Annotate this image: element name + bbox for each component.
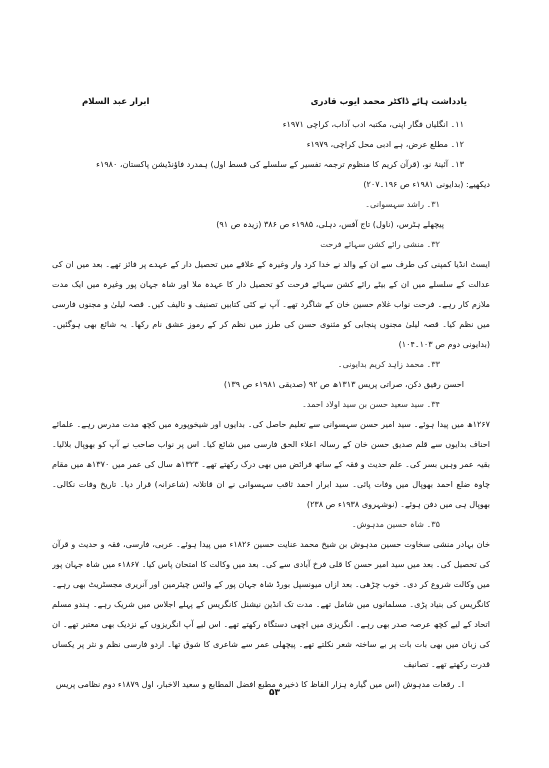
entry-heading: ۳۱۔ راشد سہسوانی۔ — [365, 199, 440, 209]
reference-line: ا۔ رقعات مدہوش (اس میں گیارہ ہزار الفاظ کا ذخیرہ مطبع افضل المطابع و سعید الاخبار، اول ۱۸۷۹ء دوم نظامی پریس — [55, 679, 464, 689]
page-number: ۵۳ — [269, 688, 280, 698]
entry-heading: ۳۵۔ شاہ حسین مدہوش۔ — [351, 519, 440, 529]
body-paragraph: ۱۲۶۷ھ میں پیدا ہوئے۔ سید امیر حسن سہسوانی سے تعلیم حاصل کی۔ بدایوں اور شیخوپورہ میں کچھ مدت مدرس رہے۔ علمائے احناف بدایوں سے قلم صدیق حسن خان کے رسالہ اعلاء الحق فارسی میں شائع کیا۔ اس پر نواب صاحب نے آپ کو بھوپال بلالیا۔ بقیہ عمر وہیں بسر کی۔ علم حدیث و فقہ کے ساتھ فرائض میں بھی درک رکھتے تھے۔ ۱۳۲۳ھ سال کی عمر میں ۱۳۷۰ھ میں مقام چاوہ ضلع احمد بھوپال میں وفات پائی۔ سید ابرار احمد ثاقب سہسوانی نے ان قاتلانہ (شاعرانہ) قرار دیا۔ تاریخ وفات نکالی۔ بھوپال ہی میں دفن ہوئے۔ (نوشہروی ۱۹۳۸ء ص ۲۳۸) — [52, 419, 490, 509]
running-header-author: ابرار عبد السلام — [82, 97, 150, 107]
reference-line: ۱۲۔ مطلع عرض، ہے ادبی محل کراچی، ۱۹۷۹ء — [306, 139, 464, 149]
entry-heading: ۳۴۔ سید سعید حسن بن سید اولاد احمد۔ — [302, 399, 440, 409]
running-header-title: یادداشت ہائے ڈاکٹر محمد ایوب قادری — [310, 97, 467, 107]
reference-line: پیچھلے ہٹرس، (ناول) تاج آفس، دہلی، ۱۹۸۵ء ص ۳۸۶ (زیدہ ص ۹۱) — [216, 219, 444, 229]
entry-heading: ۳۲۔ منشی رائے کشن سہائے فرحت — [320, 239, 440, 249]
reference-line: ۱۳۔ آئینۂ نو، (قرآن کریم کا منظوم ترجمہ تفسیر کے سلسلے کی قسط اول) ہمدرد فاؤنڈیشن پاکستان، ۱۹۸۰ء — [96, 159, 464, 169]
reference-line: ۱۱۔ انگلیاں فگار اپنی، مکتبہ ادب آداب، کراچی ۱۹۷۱ء — [282, 119, 464, 129]
body-paragraph: ایسٹ انڈیا کمپنی کی طرف سے ان کے والد نے خدا کرد وار وغیرہ کے علاقے میں تحصیل دار کے عہدے پر فائز تھے۔ بعد میں ان کی عدالت کے سلسلے میں ان کے بیٹے رائے کشن سہائے فرحت کو تحصیل دار کا عہدہ ملا اور شاہ جہان پور وغیرہ میں ایک مدت ملازم کار رہے۔ فرحت نواب غلام حسین خان کے شاگرد تھے۔ آپ نے کئی کتابیں تصنیف و تالیف کیں۔ قصہ لیلیٰ و مجنوں فارسی میں نظم کیا۔ قصہ لیلیٰ مجنوں پنجابی کو مثنوی حسن کی طرز میں نظم کر کے رموز عشق نام رکھا۔ یہ شائع بھی ہوگئیں۔ (بدایونی دوم ص ۱۰۳۔۱۰۴) — [52, 259, 490, 349]
body-paragraph: خان بہادر منشی سخاوت حسین مدہوش بن شیخ محمد عنایت حسین ۱۸۲۶ء میں پیدا ہوئے۔ عربی، فارسی، فقہ و حدیث و قرآن کی تحصیل کی۔ بعد میں سید امیر حسن کا قلی فرخ آبادی سے کی۔ بعد میں وکالت کا امتحان پاس کیا۔ ۱۸۶۷ء میں شاہ جہان پور میں وکالت شروع کر دی۔ خوب چڑھی۔ بعد ازاں میونسپل بورڈ شاہ جہان پور کے وائس چیئرمین اور آنریری مجسٹریٹ بھی رہے۔ کانگریس کی بنیاد پڑی۔ مسلمانوں میں شامل تھے۔ مدت تک انڈین نیشنل کانگریس کے پہلے اجلاس میں شریک رہے۔ ہندو مسلم اتحاد کے لیے کچھ عرصہ صدر بھی رہے۔ انگریزی میں اچھی دستگاہ رکھتے تھے۔ اس لیے آپ انگریزوں کے نزدیک بھی معتبر تھے۔ ان کی زبان میں بھی بات بات پر بے ساختہ شعر نکلتے تھے۔ پیچھلی عمر سے شاعری کا شوق تھا۔ اردو فارسی نظم و نثر پر یکساں قدرت رکھتے تھے۔ تصانیف — [52, 539, 490, 669]
entry-heading: ۳۳۔ محمد زاہد کریم بدایونی۔ — [337, 359, 440, 369]
page-body — [52, 114, 490, 694]
reference-line: دیکھیے: (بدایونی ۱۹۸۱ء ص ۱۹۶۔۲۰۷) — [363, 179, 490, 189]
reference-line: احسن رفیق دکن، صراتی پریس ۱۳۱۳ھ ص ۹۲ (صدیقی ۱۹۸۱ء ص ۱۳۹) — [223, 379, 464, 389]
